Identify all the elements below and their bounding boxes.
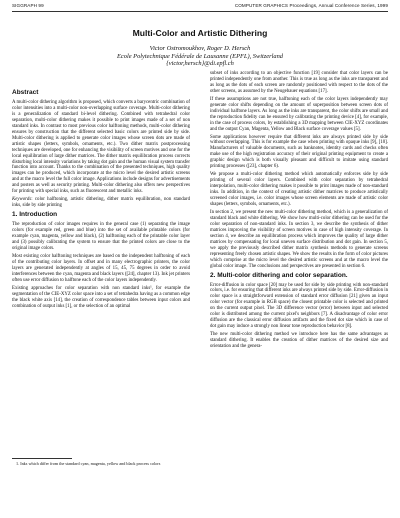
paper-title: Multi-Color and Artistic Dithering xyxy=(132,28,268,38)
right-paragraph-6: Error-diffusion in color space [20] may be used for side by side printing with non-standard colors, i.e. for ensuring that different inks are always printed side by side. Error-diffusion in color space is a straightforward extension of standard error diffusion [21] given an input color vector (for example in RGB space) the closest printable color is selected and printed on the current output pixel. The 3D difference vector (error) between input and selected color is distributed among the current pixel's neighbors [7]. A disadvantage of color error diffusion are the classical error diffusion artifacts and the fixed dot size which in case of dot gain may induce a strongly non linear tone reproduction behavior [8]. xyxy=(210,282,388,330)
intro-paragraph-1: The reproduction of color images requires in the general case (1) separating the image colors (for example red, green and blue) into the set of available printable colors (for example cyan, magenta, yellow and black), (2) halftoning each of the printable color layer and (3) possibly calibrating the system to ensure that the printed colors are close to the original image colors. xyxy=(12,222,190,251)
right-paragraph-2: If these assumptions are not true, halftoning each of the color layers independently may generate color shifts depending on the amount of superposition between screen dots of individual halftone layers. As long as the inks are transparent, the color shifts are small and the reproduction fidelity can be ensured by calibrating the printing device [4], for example, in the case of process colors, by establishing a 3D mapping between CIE-XYZ coordinates and the output Cyan, Magenta, Yellow and Black surface coverage values [5]. xyxy=(210,96,388,132)
footnote: 1. Inks which differ from the standard cyan, magenta, yellow and black process colors xyxy=(16,461,161,466)
keywords-label: Keywords xyxy=(12,197,32,203)
abstract-heading: Abstract xyxy=(12,89,39,96)
running-head-left: SIGGRAPH 99 xyxy=(12,3,44,8)
abstract-text: A multi-color dithering algorithm is proposed, which converts a barycentric combination of color intensities into a multi-color non-overlapping surface coverage. Multi-color dithering is a generalization of standard bi-level dithering. Combined with tetrahedral color separation, multi-color dithering makes it possible to print images made of a set of non standard inks. In contrast to most previous color halftoning methods, multi-color dithering ensures by construction that the different selected basic colors are printed side by side. Multi-color dithering is applied to generate color images whose screen dots are made of artistic shapes (letters, symbols, ornaments, etc.). Two dither matrix postprocessing techniques are developed, one for enhancing the visibility of screen motives and one for the local equilibration of large dither matrices. The dither matrix equilibration process corrects disturbing local intensity variations by taking dot gain and the human visual system transfer function into account. Thanks to the combination of the presented techniques, high quality images can be produced, which incorporate at the micro level the desired artistic screens and at the macro level the full color image. Applications include designs for advertisements and posters as well as security printing. Multi-color dithering also offers new perspectives for printing with special inks, such as fluorescent and metallic inks. xyxy=(12,100,190,195)
footnote-rule xyxy=(12,458,72,459)
header-rule xyxy=(12,11,388,12)
author-affiliation: Ecole Polytechnique Fédérale de Lausanne (EPFL), Switzerland xyxy=(117,52,283,60)
right-paragraph-1: subset of inks according to an objective function [19] consider that color layers can be printed independently one from another. This is true as long as the inks are transparent and as long as the dots of each screen are randomly positioned with respect to the dots of the other screens, as assumed by the Neugebauer equations [17]. xyxy=(210,71,388,94)
author-block xyxy=(0,45,400,68)
right-paragraph-4: We propose a multi-color dithering method which automatically enforces side by side printing of several color layers. Combined with color separation by tetrahedral interpolation, multi-color dithering makes it possible to print images made of non-standard inks. In addition, in the context of creating artistic dither matrices to produce artistically screened color images, i.e. color images whose screen elements are made of artistic color shapes (letters, symbols, ornaments, etc.). xyxy=(210,172,388,208)
left-column xyxy=(12,87,190,312)
keywords-text: : color halftoning, artistic dithering, dither matrix equilibration, non standard inks, side by side printing xyxy=(12,197,190,209)
running-head-right: COMPUTER GRAPHICS Proceedings, Annual Conference Series, 1999 xyxy=(234,3,388,8)
keywords xyxy=(12,197,190,209)
section-2-heading: 2. Multi-color dithering and color separation. xyxy=(210,271,348,279)
right-paragraph-3: Some applications however require that different inks are always printed side by side without overlapping. This is for example the case when printing with opaque inks [9], [10]. Manufacturers of valuable documents, such as banknotes, identity cards and checks often make use of the high registration accuracy of their original printing equipment to create a graphic design which is both visually pleasant and difficult to imitate using standard printing processes ([23], chapter 6). xyxy=(210,134,388,170)
right-paragraph-7: The new multi-color dithering method we introduce here has the same advantages as standard dithering. It enables the creation of dither matrices of the desired size and orientation and the genera- xyxy=(210,332,388,350)
right-paragraph-5: In section 2, we present the new multi-color dithering method, which is a generalization of standard black and white dithering. We show how multi-color dithering can be used for the color separation of non-standard inks. In section 3, we describe the synthesis of dither matrices improving the visibility of screen motives in case of high intensity coverage. In section 4, we describe an equilibration process which improves the quality of large dither matrices by compensating for local uneven surface distribution and dot gain. In section 5, we apply the previously described dither matrix synthesis methods to generate screens representing freely chosen artistic shapes. We show the results in the form of color pictures which comprise at the micro level the desired artistic screens and at the macro level the global color image. The conclusions and perspectives are presented in section 6. xyxy=(210,209,388,269)
author-email: {victor,hersch}@di.epfl.ch xyxy=(166,60,234,68)
author-names: Victor Ostromoukhov, Roger D. Hersch xyxy=(149,45,251,52)
right-column xyxy=(210,71,388,352)
intro-paragraph-3: Existing approaches for color separation with non standard inks¹, for example the segmentation of the CIE-XYZ color space into a set of tetrahedra having as a common edge the black white axis [14], the creation of correspondence tables between input colors and combination of output inks [1], or the selection of an optimal xyxy=(12,285,190,309)
intro-heading: 1. Introduction xyxy=(12,211,58,219)
intro-paragraph-2: Most existing color halftoning techniques are based on the independent halftoning of each of the contributing color layers. In offset and in many electrographic printers, the color layers are generated independently at angles of 15, 45, 75 degrees in order to avoid interferences between the cyan, magenta and black layers ([24], chapter 13). Ink jet printers often use error diffusion to halftone each of the color layers independently. xyxy=(12,253,190,283)
